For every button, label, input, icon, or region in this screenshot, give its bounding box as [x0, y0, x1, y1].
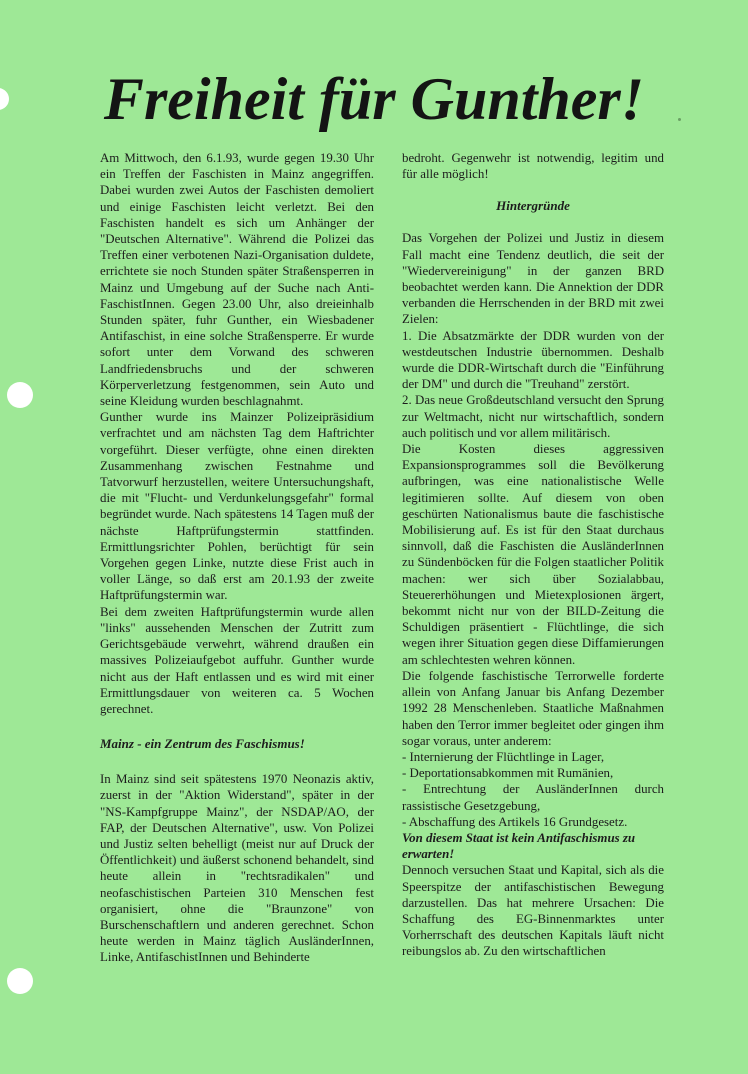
- paragraph: 1. Die Absatzmärkte der DDR wurden von der westdeutschen Industrie übernommen. Deshalb wurde die DDR-Wirtschaft durch die "Einführung der DM" und durch die "Treuhand" zerstört.: [402, 328, 664, 392]
- paragraph: Die Kosten dieses aggressiven Expansionsprogrammes soll die Bevölkerung aufbringen, was eine nationalistische Welle legitimieren sollte. Auf diesem von oben geschürten Nationalismus baute die faschistische Mobilisierung auf. Es ist für den Staat durchaus sinnvoll, daß die Faschisten die AusländerInnen zu Sündenböcken für die Folgen staatlicher Politik machen: wer sich über Sozialabbau, Steuererhöhungen und Mietexplosionen ärgert, bekommt nicht nur von der BILD-Zeitung die Schuldigen präsentiert - Flüchtlinge, die sich wegen ihrer Situation gegen diese Diffamierungen am schlechtesten wehren können.: [402, 442, 664, 667]
- section-heading: Hintergründe: [496, 198, 570, 214]
- page-title: Freiheit für Gunther!: [103, 66, 645, 132]
- punch-hole: [7, 382, 33, 408]
- list-item: - Deportationsabkommen mit Rumänien,: [402, 766, 614, 781]
- right-column: [402, 150, 664, 960]
- paragraph: Dennoch versuchen Staat und Kapital, sich als die Speerspitze der antifaschistischen Bewegung darzustellen. Das hat mehrere Ursachen: Die Schaffung des EG-Binnenmarktes unter Vorherrschaft des deutschen Kapitals läuft nicht reibungslos ab. Zu den wirtschaftlichen: [402, 863, 664, 959]
- list-item: - Abschaffung des Artikels 16 Grundgesetz.: [402, 814, 628, 829]
- section-heading: Mainz - ein Zentrum des Faschismus!: [100, 736, 305, 752]
- list-item: - Entrechtung der AusländerInnen durch rassistische Gesetzgebung,: [402, 782, 664, 813]
- paragraph: Das Vorgehen der Polizei und Justiz in diesem Fall macht eine Tendenz deutlich, die seit der "Wiedervereinigung" in der ganzen BRD beobachtet werden kann. Die Annektion der DDR verbanden die Herrschenden in der BRD mit zwei Zielen:: [402, 231, 664, 327]
- emphasis-statement: Von diesem Staat ist kein Antifaschismus zu erwarten!: [402, 830, 636, 862]
- paragraph: In Mainz sind seit spätestens 1970 Neonazis aktiv, zuerst in der "Aktion Widerstand", später in der "NS-Kampfgruppe Mainz", der NSDAP/AO, der FAP, der Deutschen Alternative", usw. Von Polizei und Justiz selten behelligt (meist nur auf Druck der Öffentlichkeit) und äußerst schonend behandelt, sind heute allein in "rechtsradikalen" und neofaschistischen Parteien 310 Menschen fest organisiert, ohne die "Braunzone" von Burschenschaftlern und anderen gerechnet. Schon heute werden in Mainz täglich AusländerInnen, Linke, AntifaschistInnen und Behinderte: [100, 772, 374, 965]
- paragraph: Am Mittwoch, den 6.1.93, wurde gegen 19.30 Uhr ein Treffen der Faschisten in Mainz angegriffen. Dabei wurden zwei Autos der Faschisten demoliert und einige Faschisten leicht verletzt. Bei den Faschisten handelt es sich um Anhänger der "Deutschen Alternative". Während die Polizei das Treffen einer verbotenen Nazi-Organisation duldete, errichtete sie noch Stunden später Straßensperren in Mainz und Umgebung auf der Suche nach Anti-FaschistInnen. Gegen 23.00 Uhr, also dreieinhalb Stunden später, fuhr Gunther, ein Wiesbadener Antifaschist, in eine solche Straßensperre. Er wurde sofort unter dem Vorwand des schweren Landfriedensbruchs und der schweren Körperverletzung festgenommen, sein Auto und seine Kleidung wurden beschlagnahmt.: [100, 151, 374, 409]
- paragraph: Die folgende faschistische Terrorwelle forderte allein von Anfang Januar bis Anfang Dezember 1992 28 Menschenleben. Staatliche Maßnahmen haben den Terror immer begleitet oder gingen ihm sogar voraus, unter anderem:: [402, 668, 664, 748]
- paragraph: bedroht. Gegenwehr ist notwendig, legitim und für alle möglich!: [402, 151, 664, 182]
- paragraph: 2. Das neue Großdeutschland versucht den Sprung zur Weltmacht, nicht nur wirtschaftlich, sondern auch politisch und vor allem militärisch.: [402, 393, 664, 440]
- left-column: [100, 150, 374, 966]
- paragraph: Gunther wurde ins Mainzer Polizeipräsidium verfrachtet und am nächsten Tag dem Haftrichter vorgeführt. Dieser verfügte, ohne einen direkten Zusammenhang zwischen Festnahme und Tatvorwurf herzustellen, weitere Untersuchungshaft, die mit "Flucht- und Verdunkelungsgefahr" formal begründet wurde. Nach spätestens 14 Tagen muß der nächste Haftprüfungstermin stattfinden. Ermittlungsrichter Pohlen, berüchtigt für sein Vorgehen gegen Linke, nutzte diese Frist auch in voller Länge, so daß erst am 20.1.93 der zweite Haftprüfungstermin war.: [100, 410, 374, 603]
- paragraph: Bei dem zweiten Haftprüfungstermin wurde allen "links" aussehenden Menschen der Zutritt zum Gerichtsgebäude verwehrt, während draußen ein massives Polizeiaufgebot auffuhr. Gunther wurde nicht aus der Haft entlassen und es wird mit einer Ermittlungsdauer von weiteren ca. 5 Wochen gerechnet.: [100, 604, 374, 716]
- list-item: - Internierung der Flüchtlinge in Lager,: [402, 749, 605, 764]
- punch-hole: [7, 968, 33, 994]
